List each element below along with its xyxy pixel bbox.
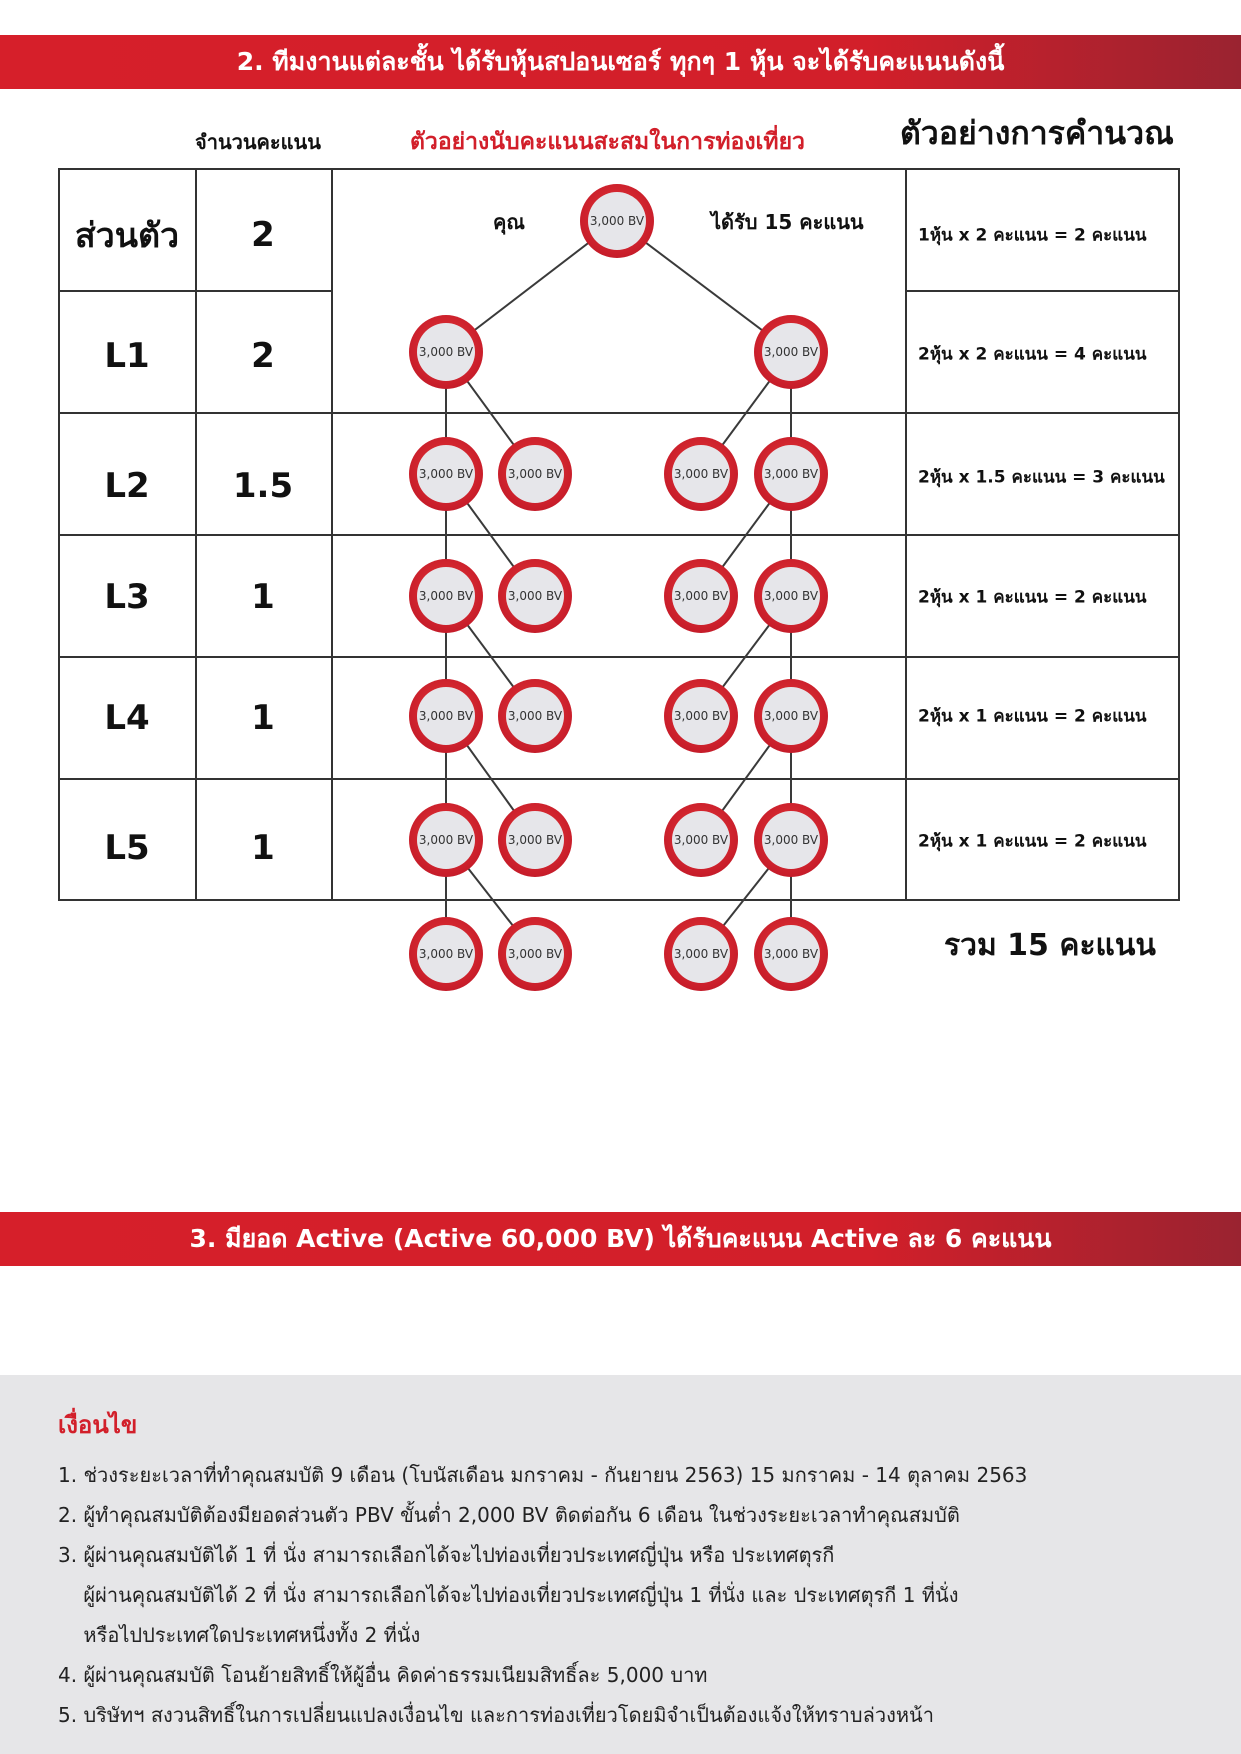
- level-l1: L1: [104, 336, 150, 376]
- you-label: คุณ: [493, 210, 525, 234]
- total-points: รวม 15 คะแนน: [944, 928, 1156, 963]
- node-l4: [754, 679, 828, 753]
- node-l2: [498, 437, 572, 511]
- node-l3: [409, 559, 483, 633]
- node-l3: [498, 559, 572, 633]
- node-label: 3,000 BV: [673, 833, 729, 847]
- condition-line: 2. ผู้ทำคุณสมบัติต้องมียอดส่วนตัว PBV ขั้นต่ำ 2,000 BV ติดต่อกัน 6 เดือน ในช่วงระยะเวลาทำคุณสมบัติ: [58, 1503, 960, 1527]
- node-l4: [409, 679, 483, 753]
- node-label: 3,000 BV: [507, 947, 563, 961]
- node-label: 3,000 BV: [763, 589, 819, 603]
- calc-l3: 2หุ้น x 1 คะแนน = 2 คะแนน: [918, 587, 1147, 608]
- node-label: 3,000 BV: [507, 467, 563, 481]
- level-l3: L3: [104, 577, 150, 617]
- node-label: 3,000 BV: [673, 947, 729, 961]
- node-label: 3,000 BV: [673, 467, 729, 481]
- points-column-header: จำนวนคะแนน: [195, 130, 321, 154]
- condition-line: 4. ผู้ผ่านคุณสมบัติ โอนย้ายสิทธิ์ให้ผู้อื่น คิดค่าธรรมเนียมสิทธิ์ละ 5,000 บาท: [58, 1663, 708, 1687]
- node-label: 3,000 BV: [507, 589, 563, 603]
- section3-banner: [0, 1212, 1241, 1266]
- node-l6: [754, 917, 828, 991]
- node-label: 3,000 BV: [418, 589, 474, 603]
- section2-title: 2. ทีมงานแต่ละชั้น ได้รับหุ้นสปอนเซอร์ ทุกๆ 1 หุ้น จะได้รับคะแนนดังนี้: [236, 47, 1005, 76]
- node-l1-right: [754, 315, 828, 389]
- condition-line: หรือไปประเทศใดประเทศหนึ่งทั้ง 2 ที่นั่ง: [58, 1623, 421, 1647]
- node-l5: [664, 803, 738, 877]
- level-l4: L4: [104, 698, 150, 738]
- node-label: 3,000 BV: [673, 589, 729, 603]
- node-label: 3,000 BV: [507, 833, 563, 847]
- node-label: 3,000 BV: [673, 709, 729, 723]
- points-personal: 2: [251, 215, 275, 255]
- points-l2: 1.5: [232, 466, 294, 506]
- node-label: 3,000 BV: [418, 833, 474, 847]
- conditions-title: เงื่อนไข: [58, 1411, 138, 1439]
- calc-l2: 2หุ้น x 1.5 คะแนน = 3 คะแนน: [918, 467, 1165, 488]
- calc-column-header: ตัวอย่างการคำนวณ: [900, 114, 1174, 152]
- conditions-panel: [0, 1375, 1241, 1754]
- node-label: 3,000 BV: [418, 947, 474, 961]
- condition-line: 1. ช่วงระยะเวลาที่ทำคุณสมบัติ 9 เดือน (โบนัสเดือน มกราคม - กันยายน 2563) 15 มกราคม - 14 ตุลาคม 2563: [58, 1463, 1028, 1487]
- node-l5: [409, 803, 483, 877]
- points-l1: 2: [251, 336, 275, 376]
- node-l6: [664, 917, 738, 991]
- level-l2: L2: [104, 466, 150, 506]
- points-l5: 1: [251, 828, 275, 868]
- node-label: 3,000 BV: [418, 467, 474, 481]
- node-label: 3,000 BV: [589, 214, 645, 228]
- example-column-header: ตัวอย่างนับคะแนนสะสมในการท่องเที่ยว: [410, 129, 805, 155]
- level-personal: ส่วนตัว: [74, 216, 180, 256]
- node-l4: [664, 679, 738, 753]
- node-l5: [498, 803, 572, 877]
- node-label: 3,000 BV: [763, 833, 819, 847]
- points-l4: 1: [251, 698, 275, 738]
- calc-personal: 1หุ้น x 2 คะแนน = 2 คะแนน: [918, 225, 1147, 246]
- section3-title: 3. มียอด Active (Active 60,000 BV) ได้รับคะแนน Active ละ 6 คะแนน: [189, 1224, 1052, 1253]
- node-label: 3,000 BV: [507, 709, 563, 723]
- node-label: 3,000 BV: [418, 345, 474, 359]
- level-l5: L5: [104, 828, 150, 868]
- node-l4: [498, 679, 572, 753]
- condition-line: 3. ผู้ผ่านคุณสมบัติได้ 1 ที่ นั่ง สามารถเลือกได้จะไปท่องเที่ยวประเทศญี่ปุ่น หรือ ประเทศตุรกี: [58, 1543, 835, 1567]
- node-l6: [498, 917, 572, 991]
- received-points-label: ได้รับ 15 คะแนน: [711, 210, 864, 234]
- node-l5: [754, 803, 828, 877]
- node-l6: [409, 917, 483, 991]
- calc-l5: 2หุ้น x 1 คะแนน = 2 คะแนน: [918, 831, 1147, 852]
- node-l3: [754, 559, 828, 633]
- calc-l4: 2หุ้น x 1 คะแนน = 2 คะแนน: [918, 706, 1147, 727]
- node-l2: [409, 437, 483, 511]
- node-label: 3,000 BV: [763, 947, 819, 961]
- calc-l1: 2หุ้น x 2 คะแนน = 4 คะแนน: [918, 344, 1147, 365]
- node-l2: [664, 437, 738, 511]
- condition-line: ผู้ผ่านคุณสมบัติได้ 2 ที่ นั่ง สามารถเลือกได้จะไปท่องเที่ยวประเทศญี่ปุ่น 1 ที่นั่ง และ ประเทศตุรกี 1 ที่นั่ง: [58, 1583, 959, 1607]
- node-you: [580, 184, 654, 258]
- condition-line: 5. บริษัทฯ สงวนสิทธิ์ในการเปลี่ยนแปลงเงื่อนไข และการท่องเที่ยวโดยมิจำเป็นต้องแจ้งให้ทราบล่วงหน้า: [58, 1703, 934, 1727]
- node-l2: [754, 437, 828, 511]
- node-l1-left: [409, 315, 483, 389]
- node-label: 3,000 BV: [763, 345, 819, 359]
- points-l3: 1: [251, 577, 275, 617]
- node-l3: [664, 559, 738, 633]
- node-label: 3,000 BV: [418, 709, 474, 723]
- node-label: 3,000 BV: [763, 467, 819, 481]
- node-label: 3,000 BV: [763, 709, 819, 723]
